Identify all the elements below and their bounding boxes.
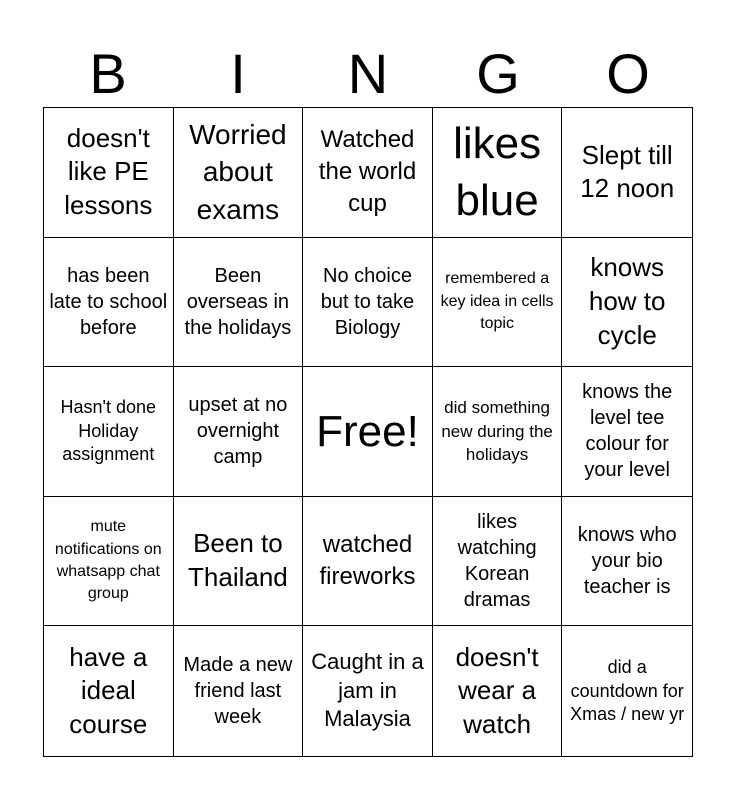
- cell-label: has been late to school before: [49, 264, 168, 339]
- cell-label: Caught in a jam in Malaysia: [311, 649, 424, 732]
- cell-label: have a ideal course: [69, 641, 148, 740]
- header-letter-i: I: [230, 42, 246, 105]
- bingo-cell[interactable]: [433, 238, 563, 368]
- cell-label: likes blue: [453, 119, 542, 226]
- cell-label: Watched the world cup: [318, 125, 417, 218]
- cell-label: Made a new friend last week: [183, 654, 293, 729]
- cell-label: mute notifications on whatsapp chat group: [54, 518, 162, 603]
- bingo-cell[interactable]: [303, 108, 433, 238]
- cell-label: Hasn't done Holiday assignment: [60, 397, 157, 465]
- cell-label: likes watching Korean dramas: [457, 511, 537, 612]
- header-letter-g: G: [476, 42, 520, 105]
- bingo-cell[interactable]: [433, 367, 563, 497]
- cell-label: Been to Thailand: [188, 528, 288, 593]
- cell-label: upset at no overnight camp: [188, 394, 288, 469]
- cell-label: No choice but to take Biology: [320, 264, 415, 339]
- bingo-cell[interactable]: [433, 497, 563, 627]
- bingo-cell[interactable]: [562, 108, 692, 238]
- header-letter-b: B: [89, 42, 127, 105]
- bingo-cell[interactable]: [44, 497, 174, 627]
- free-cell[interactable]: [303, 367, 433, 497]
- cell-label: did a countdown for Xmas / new yr: [570, 657, 685, 724]
- bingo-cell[interactable]: [44, 108, 174, 238]
- bingo-grid: [43, 107, 693, 757]
- bingo-header: [43, 40, 693, 108]
- cell-label: Been overseas in the holidays: [184, 264, 292, 339]
- bingo-cell[interactable]: [174, 626, 304, 756]
- cell-label: knows who your bio teacher is: [577, 524, 677, 599]
- cell-label: knows how to cycle: [588, 252, 666, 350]
- bingo-cell[interactable]: [562, 497, 692, 627]
- bingo-cell[interactable]: [303, 238, 433, 368]
- cell-label: remembered a key idea in cells topic: [440, 270, 554, 333]
- free-label: Free!: [316, 406, 419, 456]
- bingo-cell[interactable]: [303, 626, 433, 756]
- bingo-cell[interactable]: [174, 497, 304, 627]
- cell-label: Slept till 12 noon: [580, 139, 675, 204]
- bingo-cell[interactable]: [562, 238, 692, 368]
- bingo-cell[interactable]: [174, 367, 304, 497]
- cell-label: watched fireworks: [319, 530, 416, 591]
- cell-label: knows the level tee colour for your level: [582, 381, 673, 482]
- cell-label: did something new during the holidays: [441, 397, 553, 465]
- bingo-cell[interactable]: [562, 367, 692, 497]
- header-letter-o: O: [606, 42, 650, 105]
- bingo-cell[interactable]: [44, 367, 174, 497]
- bingo-cell[interactable]: [562, 626, 692, 756]
- cell-label: doesn't like PE lessons: [64, 122, 153, 221]
- bingo-cell[interactable]: [44, 626, 174, 756]
- bingo-cell[interactable]: [433, 108, 563, 238]
- header-letter-n: N: [347, 42, 389, 105]
- cell-label: doesn't wear a watch: [455, 641, 539, 740]
- bingo-cell[interactable]: [44, 238, 174, 368]
- bingo-cell[interactable]: [174, 108, 304, 238]
- bingo-cell[interactable]: [174, 238, 304, 368]
- cell-label: Worried about exams: [189, 118, 287, 226]
- bingo-cell[interactable]: [433, 626, 563, 756]
- bingo-cell[interactable]: [303, 497, 433, 627]
